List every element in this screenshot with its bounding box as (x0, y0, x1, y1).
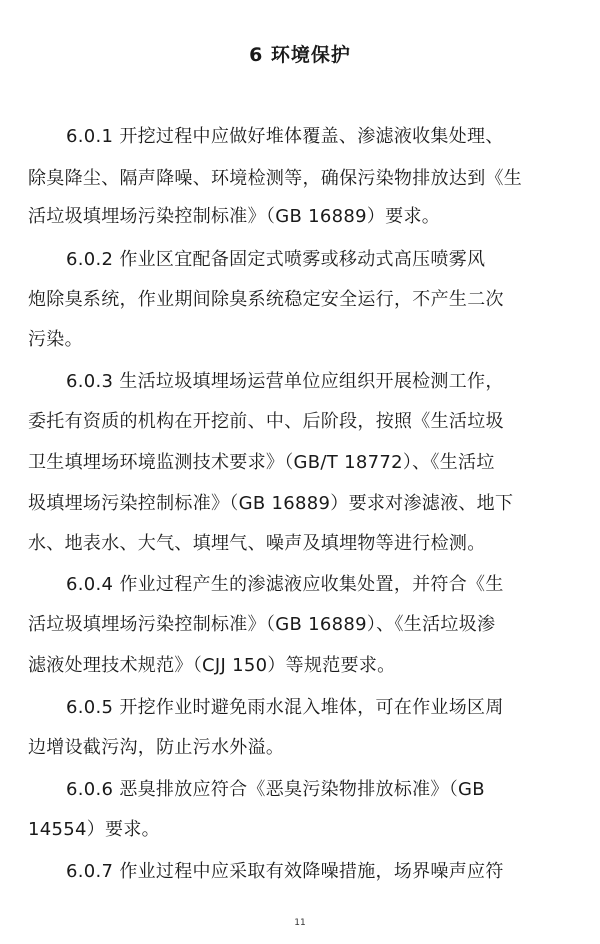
clause-6-0-1-line: 6.0.1 开挖过程中应做好堆体覆盖、渗滤液收集处理、 (66, 126, 504, 147)
clause-6-0-3-line: 卫生填埋场环境监测技术要求》（GB/T 18772）、《生活垃 (28, 452, 495, 473)
section-title: 6 环境保护 (249, 44, 351, 66)
clause-6-0-3-line: 水、地表水、大气、填埋气、噪声及填埋物等进行检测。 (28, 533, 486, 554)
clause-6-0-1-line: 活垃圾填埋场污染控制标准》（GB 16889）要求。 (28, 206, 441, 227)
clause-6-0-3-line: 圾填埋场污染控制标准》（GB 16889）要求对渗滤液、地下 (28, 493, 514, 514)
clause-6-0-2-line: 炮除臭系统，作业期间除臭系统稳定安全运行，不产生二次 (28, 289, 504, 310)
clause-6-0-5-line: 6.0.5 开挖作业时避免雨水混入堆体，可在作业场区周 (66, 697, 504, 718)
clause-6-0-1-line: 除臭降尘、隔声降噪、环境检测等，确保污染物排放达到《生 (28, 168, 523, 189)
clause-6-0-3-line: 委托有资质的机构在开挖前、中、后阶段，按照《生活垃圾 (28, 411, 504, 432)
clause-6-0-5-line: 边增设截污沟，防止污水外溢。 (28, 737, 285, 758)
page-number: 11 (294, 918, 306, 928)
clause-6-0-4-line: 活垃圾填埋场污染控制标准》（GB 16889）、《生活垃圾渗 (28, 614, 496, 635)
clause-6-0-6-line: 6.0.6 恶臭排放应符合《恶臭污染物排放标准》（GB (66, 779, 485, 800)
clause-6-0-4-line: 6.0.4 作业过程产生的渗滤液应收集处置，并符合《生 (66, 574, 504, 595)
clause-6-0-2-line: 6.0.2 作业区宜配备固定式喷雾或移动式高压喷雾风 (66, 249, 486, 270)
clause-6-0-7-line: 6.0.7 作业过程中应采取有效降噪措施，场界噪声应符 (66, 861, 504, 882)
clause-6-0-3-line: 6.0.3 生活垃圾填埋场运营单位应组织开展检测工作， (66, 371, 504, 392)
clause-6-0-2-line: 污染。 (28, 329, 83, 350)
clause-6-0-6-line: 14554）要求。 (28, 819, 160, 840)
clause-6-0-4-line: 滤液处理技术规范》（CJJ 150）等规范要求。 (28, 655, 396, 676)
